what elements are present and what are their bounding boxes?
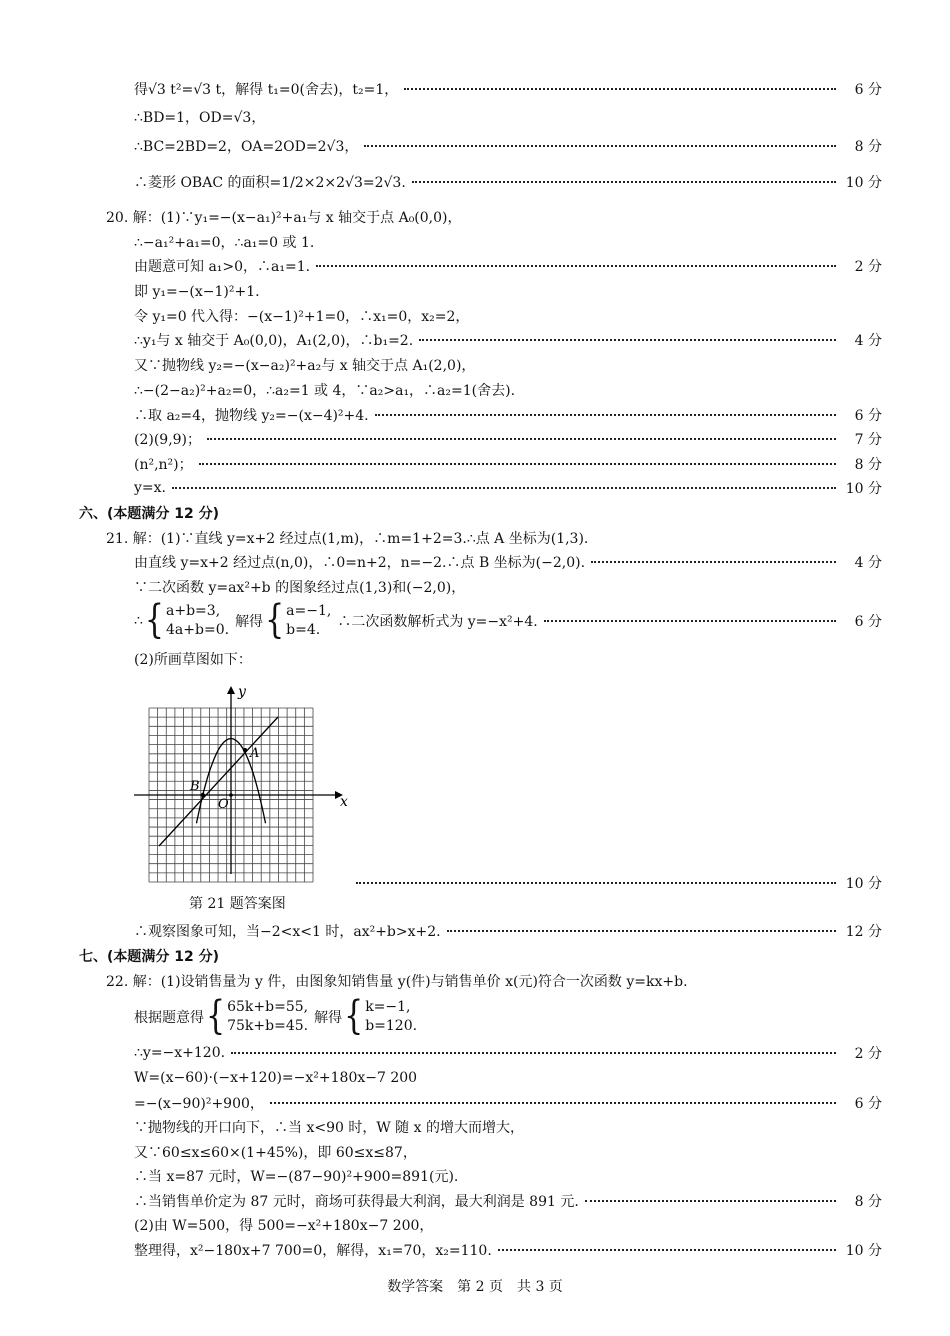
origin-label: O (218, 797, 229, 812)
line-text: ∴y₁与 x 轴交于 A₀(0,0)，A₁(2,0)，∴b₁=2. (134, 333, 414, 349)
line-text: ∴当 x=87 元时，W=−(87−90)²+900=891(元). (134, 1169, 459, 1185)
origin-point (229, 793, 233, 797)
line-29 (0, 1190, 950, 1212)
line-conclusion-21 (0, 920, 950, 942)
line-text: 令 y₁=0 代入得：−(x−1)²+1=0，∴x₁=0，x₂=2， (134, 309, 470, 325)
line-11 (0, 354, 950, 376)
y-axis-arrow (227, 686, 235, 694)
line-text: ∴菱形 OBAC 的面积=1/2×2×2√3=2√3. (134, 175, 406, 191)
line-27 (0, 1141, 950, 1163)
line-28 (0, 1165, 950, 1187)
sys-mid: 解得 (235, 614, 264, 630)
line-22 (0, 970, 950, 992)
section-title: 七、(本题满分 12 分) (79, 949, 220, 965)
line-text: y=x. (134, 480, 166, 496)
line-8 (0, 280, 950, 302)
sys-row: 65k+b=55, (227, 999, 309, 1015)
line-text: 即 y₁=−(x−1)²+1. (134, 284, 260, 300)
score: 8 分 (854, 139, 882, 155)
section-heading-7 (0, 945, 950, 967)
section-heading-6 (0, 502, 950, 524)
score: 10 分 (845, 481, 882, 497)
line-19 (0, 551, 950, 573)
line-text: (2)所画草图如下： (134, 652, 252, 668)
system-right: { a=−1, b=4. (265, 597, 332, 644)
line-text: ∵二次函数 y=ax²+b 的图象经过点(1,3)和(−2,0)， (134, 580, 466, 596)
score: 7 分 (854, 432, 882, 448)
sys-row: k=−1, (365, 999, 411, 1015)
line-5 (0, 206, 950, 228)
line-18 (0, 527, 950, 549)
line-14 (0, 428, 950, 450)
a-label: A (250, 746, 260, 761)
score: 6 分 (854, 82, 882, 98)
point-b (201, 793, 205, 797)
sys-mid: 解得 (314, 1010, 343, 1026)
line-text: ∴观察图象可知，当−2<x<1 时，ax²+b>x+2. (134, 924, 441, 940)
line-1 (0, 78, 950, 100)
sys-row: 75k+b=45. (227, 1018, 309, 1034)
score: 10 分 (845, 876, 882, 892)
system-right: { k=−1, b=120. (344, 993, 418, 1040)
line-31 (0, 1239, 950, 1261)
score: 6 分 (854, 614, 882, 630)
x-label: x (340, 794, 348, 810)
sys-prefix: 根据题意得 (134, 1010, 204, 1026)
line-text: 由题意可知 a₁>0，∴a₁=1. (134, 259, 311, 275)
line-text: (2)(9,9)； (134, 432, 202, 448)
sys-row: b=4. (286, 622, 321, 638)
line-text: 得√3 t²=√3 t，解得 t₁=0(舍去)，t₂=1， (134, 82, 399, 98)
score: 12 分 (845, 924, 882, 940)
score: 4 分 (854, 333, 882, 349)
line-text: =−(x−90)²+900， (134, 1096, 264, 1112)
b-label: B (190, 779, 200, 794)
score: 10 分 (845, 1243, 882, 1259)
line-21-2 (0, 648, 950, 670)
line-15 (0, 453, 950, 475)
line-text: ∴−a₁²+a₁=0，∴a₁=0 或 1. (134, 235, 315, 251)
equation-system-21 (0, 598, 950, 644)
line-text: ∴y=−x+120. (134, 1045, 226, 1061)
section-title: 六、(本题满分 12 分) (79, 506, 220, 522)
line-text: 21. 解：(1)∵直线 y=x+2 经过点(1,m)，∴m=1+2=3.∴点 A 坐标为(1,3). (106, 531, 589, 547)
line-text: 22. 解：(1)设销售量为 y 件，由图象知销售量 y(件)与销售单价 x(元)符合一次函数 y=kx+b. (106, 974, 688, 990)
system-left: { 65k+b=55, 75k+b=45. (206, 993, 309, 1040)
score: 6 分 (854, 1096, 882, 1112)
sys-suffix: ∴二次函数解析式为 y=−x²+4. (337, 614, 538, 630)
figure-caption: 第 21 题答案图 (189, 896, 286, 912)
line-text: 又∵60≤x≤60×(1+45%)，即 60≤x≤87， (134, 1145, 417, 1161)
line-13 (0, 404, 950, 426)
line-text: (n²,n²)； (134, 457, 193, 473)
line-6 (0, 231, 950, 253)
line-text: ∴取 a₂=4，抛物线 y₂=−(x−4)²+4. (134, 408, 369, 424)
score: 8 分 (854, 1194, 882, 1210)
line-20 (0, 576, 950, 598)
score: 2 分 (854, 1046, 882, 1062)
equation-system-22 (0, 994, 950, 1040)
system-left: { a+b=3, 4a+b=0. (144, 597, 230, 644)
line-text: ∴当销售单价定为 87 元时，商场可获得最大利润，最大利润是 891 元. (134, 1194, 579, 1210)
sys-row: b=120. (365, 1018, 418, 1034)
sys-row: 4a+b=0. (166, 622, 230, 638)
line-2 (0, 106, 950, 128)
score: 2 分 (854, 259, 882, 275)
line-text: ∴BC=2BD=2，OA=2OD=2√3， (134, 139, 359, 155)
line-26 (0, 1116, 950, 1138)
line-9 (0, 305, 950, 327)
line-text: 由直线 y=x+2 经过点(n,0)，∴0=n+2，n=−2.∴点 B 坐标为(−2,0). (134, 555, 586, 571)
line-16 (0, 477, 950, 499)
line-text: ∴BD=1，OD=√3， (134, 110, 266, 126)
line-25 (0, 1092, 950, 1114)
line-4 (0, 171, 950, 193)
score: 4 分 (854, 555, 882, 571)
sys-row: a=−1, (286, 603, 332, 619)
point-a (243, 748, 247, 752)
line-12 (0, 379, 950, 401)
line-text: ∵抛物线的开口向下，∴当 x<90 时，W 随 x 的增大而增大， (134, 1120, 524, 1136)
line-30 (0, 1214, 950, 1236)
graph (130, 684, 350, 884)
score: 8 分 (854, 457, 882, 473)
line-text: (2)由 W=500，得 500=−x²+180x−7 200， (134, 1218, 434, 1234)
figure-score-line (0, 872, 950, 894)
page-footer: 数学答案 第 2 页 共 3 页 (387, 1279, 563, 1295)
line-text: 又∵抛物线 y₂=−(x−a₂)²+a₂与 x 轴交于点 A₁(2,0)， (134, 358, 476, 374)
line-text: 整理得，x²−180x+7 700=0，解得，x₁=70，x₂=110. (134, 1243, 492, 1259)
line-text: W=(x−60)·(−x+120)=−x²+180x−7 200 (134, 1070, 418, 1086)
line-3 (0, 135, 950, 157)
line-text: ∴−(2−a₂)²+a₂=0，∴a₂=1 或 4，∵a₂>a₁，∴a₂=1(舍去). (134, 383, 516, 399)
score: 6 分 (854, 408, 882, 424)
line-23 (0, 1042, 950, 1064)
line-24 (0, 1067, 950, 1089)
line-7 (0, 255, 950, 277)
line-text: 20. 解：(1)∵y₁=−(x−a₁)²+a₁与 x 轴交于点 A₀(0,0)， (106, 210, 462, 226)
sys-prefix: ∴ (134, 613, 143, 629)
sys-row: a+b=3, (166, 603, 221, 619)
score: 10 分 (845, 175, 882, 191)
line-10 (0, 329, 950, 351)
y-label: y (238, 684, 246, 700)
